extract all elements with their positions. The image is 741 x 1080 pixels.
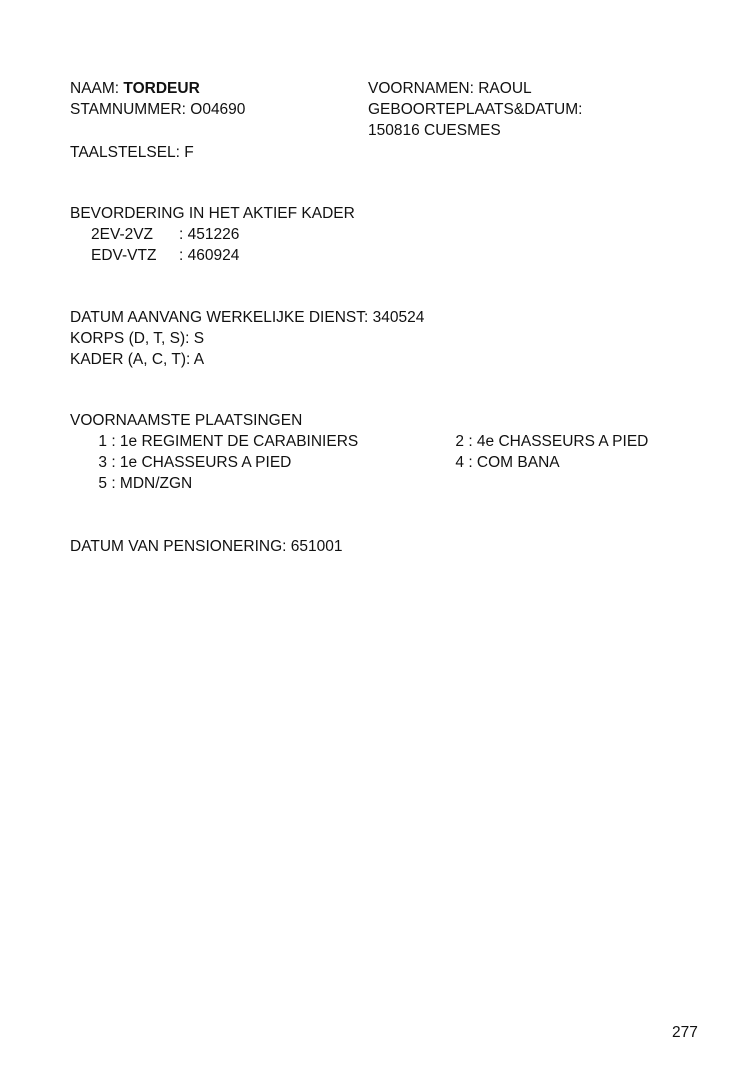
plaatsing-item xyxy=(91,473,192,494)
plaatsing-text: : 1e CHASSEURS A PIED xyxy=(111,454,292,471)
plaatsing-item xyxy=(448,431,648,452)
plaatsing-item xyxy=(91,431,358,452)
kader: KADER (A, C, T): A xyxy=(70,351,205,368)
korps: KORPS (D, T, S): S xyxy=(70,330,205,347)
page-number: 277 xyxy=(672,1024,698,1041)
plaatsing-num: 1 xyxy=(98,433,107,450)
naam-value: TORDEUR xyxy=(123,80,200,97)
plaatsing-num: 3 xyxy=(98,454,107,471)
plaatsing-text: : MDN/ZGN xyxy=(111,475,193,492)
bevordering-row xyxy=(91,245,239,266)
geboorte-label: GEBOORTEPLAATS&DATUM: xyxy=(368,101,583,118)
plaatsing-item xyxy=(448,452,560,473)
datum-pensionering: DATUM VAN PENSIONERING: 651001 xyxy=(70,538,343,555)
plaatsing-item xyxy=(91,452,291,473)
taalstelsel: TAALSTELSEL: F xyxy=(70,144,194,161)
geboorte-value: 150816 CUESMES xyxy=(368,122,501,139)
plaatsingen-title: VOORNAAMSTE PLAATSINGEN xyxy=(70,412,303,429)
plaatsing-num: 4 xyxy=(455,454,464,471)
bevordering-rank: EDV-VTZ xyxy=(91,247,157,264)
bevordering-date: : 460924 xyxy=(179,247,240,264)
naam-label: NAAM: xyxy=(70,80,120,97)
voornamen: VOORNAMEN: RAOUL xyxy=(368,80,532,97)
bevordering-date: : 451226 xyxy=(179,226,240,243)
bevordering-row xyxy=(91,224,239,245)
bevordering-title: BEVORDERING IN HET AKTIEF KADER xyxy=(70,205,355,222)
plaatsing-num: 5 xyxy=(98,475,107,492)
plaatsing-text: : 1e REGIMENT DE CARABINIERS xyxy=(111,433,359,450)
plaatsing-text: : COM BANA xyxy=(468,454,560,471)
plaatsing-text: : 4e CHASSEURS A PIED xyxy=(468,433,649,450)
datum-aanvang: DATUM AANVANG WERKELIJKE DIENST: 340524 xyxy=(70,309,425,326)
bevordering-rank: 2EV-2VZ xyxy=(91,226,154,243)
stamnummer: STAMNUMMER: O04690 xyxy=(70,101,246,118)
plaatsing-num: 2 xyxy=(455,433,464,450)
naam-line xyxy=(70,78,200,99)
